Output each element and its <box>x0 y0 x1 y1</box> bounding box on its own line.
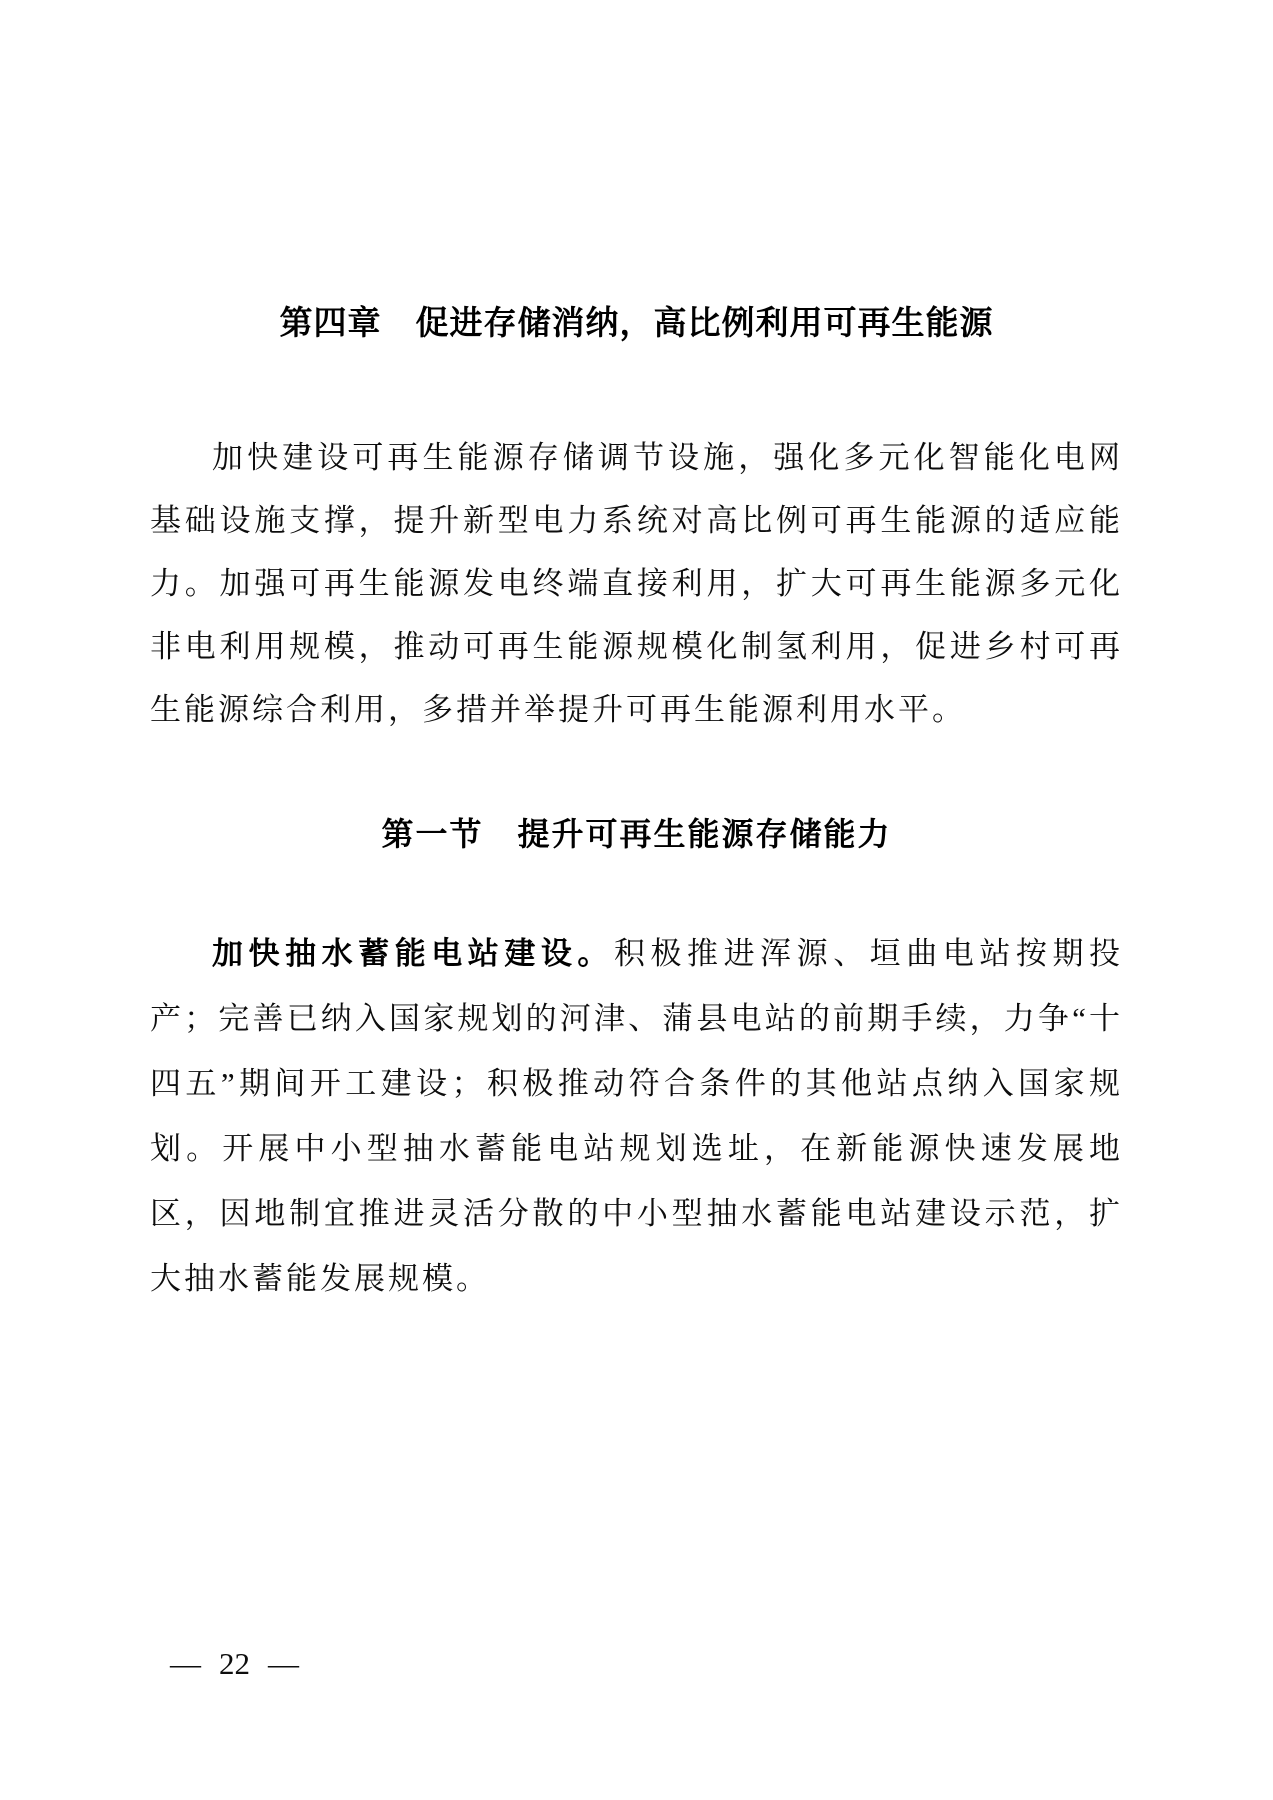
section-heading: 第一节 提升可再生能源存储能力 <box>381 816 892 852</box>
chapter-heading: 第四章 促进存储消纳，高比例利用可再生能源 <box>279 304 994 341</box>
footer-dash-right: — <box>268 1646 299 1681</box>
paragraph-1: 加快建设可再生能源存储调节设施，强化多元化智能化电网基础设施支撑，提升新型电力系统对高比例可再生能源的适应能力。加强可再生能源发电终端直接利用，扩大可再生能源多元化非电利用规模，推动可再生能源规模化制氢利用，促进乡村可再生能源综合利用，多措并举提升可再生能源利用水平。 <box>150 440 1123 727</box>
page-number: 22 <box>219 1646 250 1681</box>
page-footer <box>170 1646 299 1682</box>
paragraph-2-lead: 加快抽水蓄能电站建设。 <box>212 936 614 971</box>
paragraph-2-body: 积极推进浑源、垣曲电站按期投产；完善已纳入国家规划的河津、蒲县电站的前期手续，力争“十四五”期间开工建设；积极推动符合条件的其他站点纳入国家规划。开展中小型抽水蓄能电站规划选址，在新能源快速发展地区，因地制宜推进灵活分散的中小型抽水蓄能电站建设示范，扩大抽水蓄能发展规模。 <box>150 936 1124 1296</box>
footer-dash-left: — <box>170 1646 201 1681</box>
paragraph-2 <box>150 921 1123 1311</box>
